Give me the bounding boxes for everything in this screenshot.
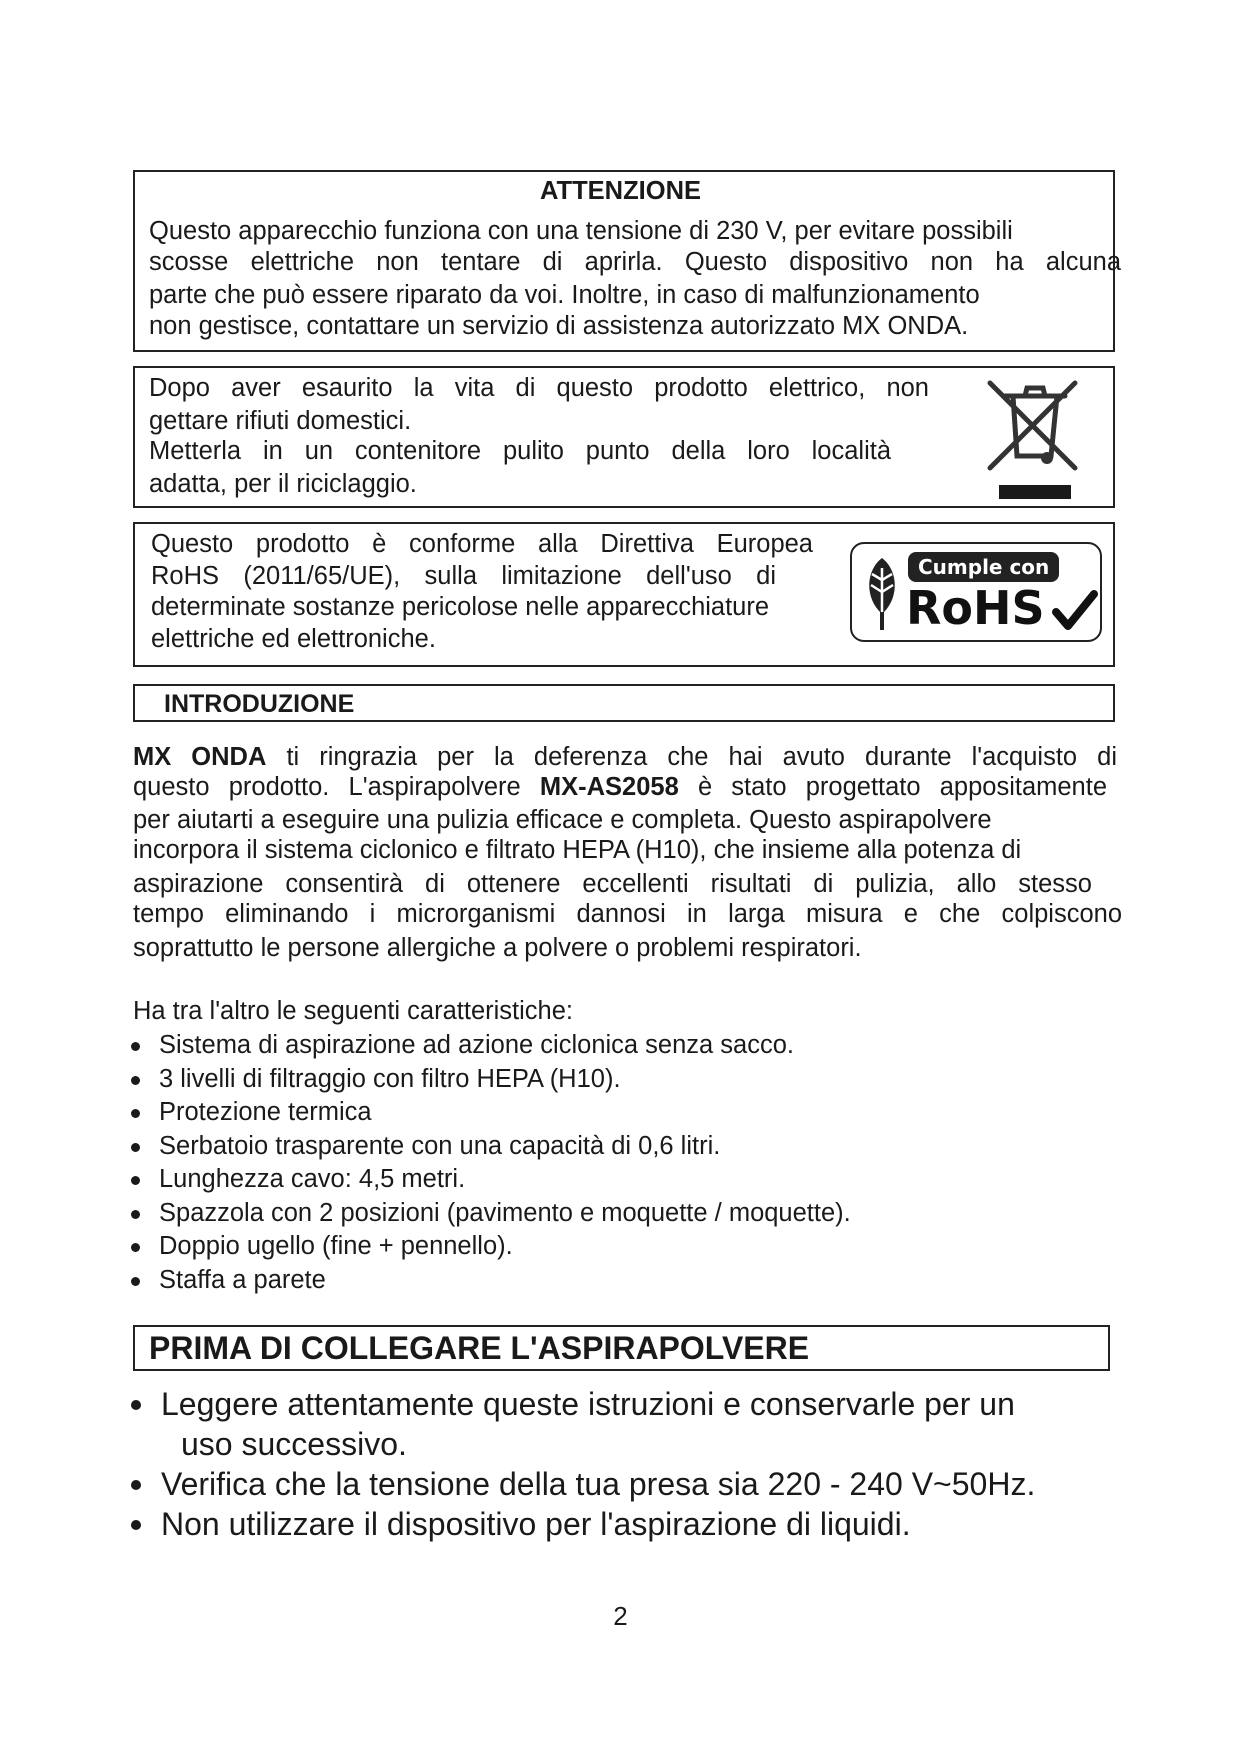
weee-line-1: Dopo aver esaurito la vita di questo prodotto elettrico, non xyxy=(149,374,929,402)
list-item: Spazzola con 2 posizioni (pavimento e moquette / moquette). xyxy=(129,1197,851,1231)
weee-line-4: adatta, per il riciclaggio. xyxy=(149,470,417,498)
bullet-icon xyxy=(131,1277,140,1286)
rohs-line-3: determinate sostanze pericolose nelle apparecchiature xyxy=(151,593,770,621)
brand-name: MX ONDA xyxy=(133,743,267,771)
bullet-icon xyxy=(131,1243,140,1252)
intro-heading: INTRODUZIONE xyxy=(164,690,355,718)
list-item: Lunghezza cavo: 4,5 metri. xyxy=(129,1163,851,1197)
intro-line-4: incorpora il sistema ciclonico e filtrato HEPA (H10), che insieme alla potenza di xyxy=(133,836,1022,864)
bullet-icon xyxy=(131,1210,140,1219)
bullet-icon xyxy=(131,1042,140,1051)
leaf-icon xyxy=(860,554,904,634)
list-item: Leggere attentamente queste istruzioni e conservarle per un xyxy=(129,1384,1035,1424)
attenzione-line-1: Questo apparecchio funziona con una tensione di 230 V, per evitare possibili xyxy=(149,217,1013,245)
bullet-icon xyxy=(131,1520,141,1530)
rohs-line-4: elettriche ed elettroniche. xyxy=(151,625,436,653)
rohs-line-2: RoHS (2011/65/UE), sulla limitazione dell'uso di xyxy=(151,562,776,590)
bullet-icon xyxy=(131,1480,141,1490)
features-list xyxy=(129,1029,851,1297)
intro-line-3: per aiutarti a eseguire una pulizia efficace e completa. Questo aspirapolvere xyxy=(133,806,992,834)
list-item-continuation: uso successivo. xyxy=(181,1426,407,1462)
intro-line-2-pre: questo prodotto. L'aspirapolvere xyxy=(133,773,521,801)
list-item: Doppio ugello (fine + pennello). xyxy=(129,1230,851,1264)
prima-heading: PRIMA DI COLLEGARE L'ASPIRAPOLVERE xyxy=(149,1330,810,1366)
bullet-icon xyxy=(131,1143,140,1152)
prima-list xyxy=(129,1384,1035,1544)
model-name: MX-AS2058 xyxy=(539,773,679,801)
list-item: Protezione termica xyxy=(129,1096,851,1130)
intro-line-5: aspirazione consentirà di ottenere eccellenti risultati di pulizia, allo stesso xyxy=(133,870,1092,898)
intro-line-2-post: è stato progettato appositamente xyxy=(697,773,1108,801)
attenzione-line-2: scosse elettriche non tentare di aprirla. Questo dispositivo non ha alcuna xyxy=(149,248,1121,276)
bullet-icon xyxy=(131,1109,140,1118)
rohs-logo-main-label: RoHS xyxy=(906,581,1045,635)
attenzione-line-3: parte che può essere riparato da voi. Inoltre, in caso di malfunzionamento xyxy=(149,281,980,309)
intro-line-1-rest: ti ringrazia per la deferenza che hai avuto durante l'acquisto di xyxy=(286,743,1117,771)
list-item: Verifica che la tensione della tua presa sia 220 - 240 V~50Hz. xyxy=(129,1464,1035,1504)
intro-line-2 xyxy=(133,771,1107,803)
rohs-logo xyxy=(850,542,1102,642)
crossed-out-wheelie-bin-icon xyxy=(985,378,1085,503)
checkmark-icon xyxy=(1052,588,1098,634)
list-item: Serbatoio trasparente con una capacità di 0,6 litri. xyxy=(129,1130,851,1164)
bullet-icon xyxy=(131,1400,141,1410)
page-number: 2 xyxy=(613,1601,628,1631)
list-item: Non utilizzare il dispositivo per l'aspirazione di liquidi. xyxy=(129,1504,1035,1544)
intro-line-6: tempo eliminando i microrganismi dannosi in larga misura e che colpiscono xyxy=(133,900,1122,928)
rohs-line-1: Questo prodotto è conforme alla Direttiva Europea xyxy=(151,530,813,558)
weee-line-2: gettare rifiuti domestici. xyxy=(149,407,412,435)
intro-line-7: soprattutto le persone allergiche a polvere o problemi respiratori. xyxy=(133,934,862,962)
attenzione-title: ATTENZIONE xyxy=(539,177,702,205)
bullet-icon xyxy=(131,1076,140,1085)
weee-line-3: Metterla in un contenitore pulito punto della loro località xyxy=(149,437,891,465)
attenzione-line-4: non gestisce, contattare un servizio di assistenza autorizzato MX ONDA. xyxy=(149,312,969,340)
list-item: Sistema di aspirazione ad azione ciclonica senza sacco. xyxy=(129,1029,851,1063)
list-item: 3 livelli di filtraggio con filtro HEPA (H10). xyxy=(129,1063,851,1097)
intro-line-1 xyxy=(133,741,1117,773)
rohs-logo-top-label: Cumple con xyxy=(908,552,1059,582)
features-intro: Ha tra l'altro le seguenti caratteristiche: xyxy=(133,997,573,1025)
bullet-icon xyxy=(131,1176,140,1185)
list-item: Staffa a parete xyxy=(129,1264,851,1298)
